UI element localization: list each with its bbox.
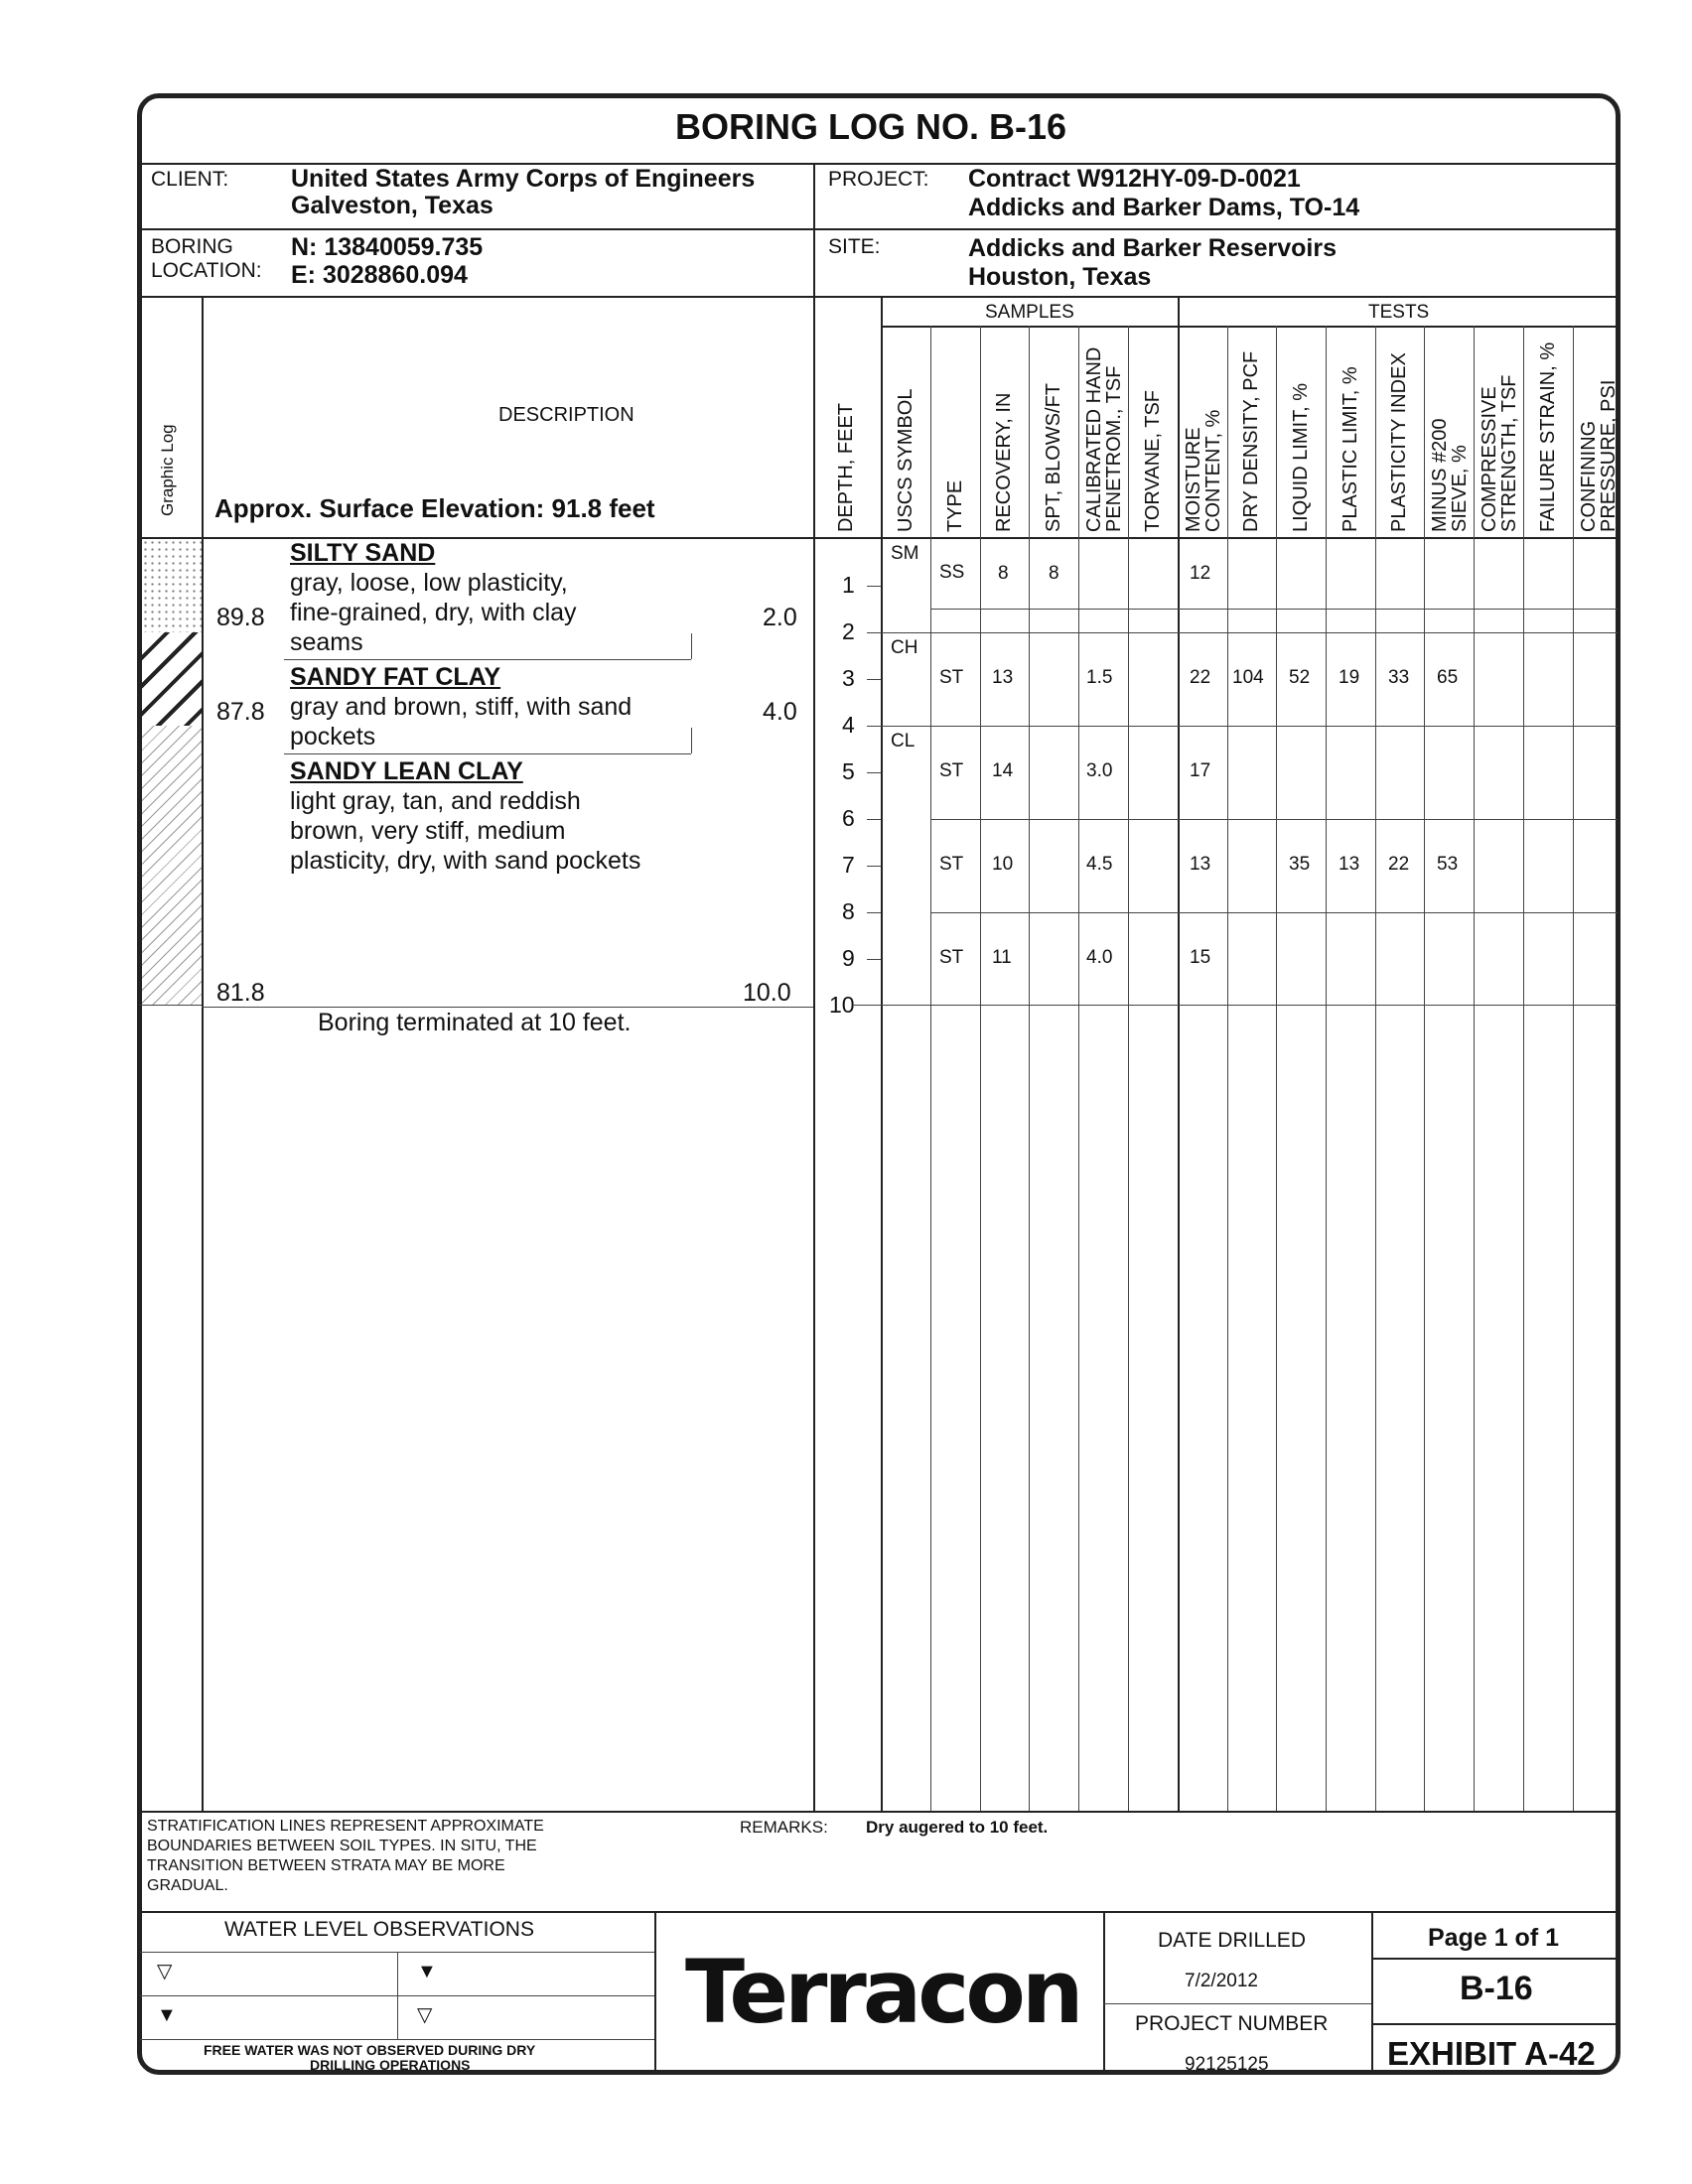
sample-2-recovery: 13	[992, 667, 1014, 688]
col-moisture-2: CONTENT, %	[1202, 409, 1224, 532]
stratum-3-name: SANDY LEAN CLAY	[290, 757, 523, 785]
graphic-log-silty-sand	[142, 539, 202, 632]
depth-tick-6: 6	[842, 805, 855, 831]
site-line2: Houston, Texas	[968, 263, 1152, 291]
client-line2: Galveston, Texas	[291, 192, 494, 219]
surface-elevation: Approx. Surface Elevation: 91.8 feet	[214, 493, 655, 523]
water-symbol-2-icon: ▼	[417, 1961, 437, 1982]
boring-location-label-2: LOCATION:	[151, 259, 262, 282]
sample-2-type: ST	[939, 667, 964, 688]
col-failure-strain: FAILURE STRAIN, %	[1537, 341, 1559, 532]
project-line1: Contract W912HY-09-D-0021	[968, 165, 1301, 193]
stratum-3-desc-2: brown, very stiff, medium	[290, 817, 566, 845]
col-plastic-limit: PLASTIC LIMIT, %	[1340, 366, 1361, 532]
water-level-title: WATER LEVEL OBSERVATIONS	[224, 1918, 534, 1941]
water-note-2: DRILLING OPERATIONS	[310, 2057, 471, 2073]
stratum-1-desc-1: gray, loose, low plasticity,	[290, 569, 568, 597]
depth-tick-3: 3	[842, 665, 855, 691]
sample-3-recovery: 14	[992, 760, 1014, 781]
sample-5-type: ST	[939, 947, 964, 968]
sample-1-moisture: 12	[1190, 563, 1211, 584]
tests-header: TESTS	[1368, 302, 1430, 323]
col-compressive-2: STRENGTH, TSF	[1498, 374, 1520, 532]
col-moisture-1: MOISTURE	[1183, 427, 1204, 532]
project-number-label: PROJECT NUMBER	[1135, 2012, 1329, 2035]
stratum-3-desc-1: light gray, tan, and reddish	[290, 787, 581, 815]
sample-2-pi: 33	[1388, 667, 1410, 688]
stratum-2-name: SANDY FAT CLAY	[290, 663, 501, 691]
termination-note: Boring terminated at 10 feet.	[318, 1009, 632, 1036]
site-line1: Addicks and Barker Reservoirs	[968, 234, 1338, 262]
col-minus200-1: MINUS #200	[1429, 418, 1451, 532]
sample-4-minus200: 53	[1437, 854, 1459, 875]
sample-1-spt: 8	[1049, 563, 1059, 584]
stratum-1-name: SILTY SAND	[290, 539, 436, 567]
stratification-note-3: TRANSITION BETWEEN STRATA MAY BE MORE	[147, 1857, 505, 1874]
depth-tick-1: 1	[842, 572, 855, 598]
stratum-3-elev: 81.8	[216, 979, 265, 1007]
water-symbol-4-icon: ▽	[417, 2004, 433, 2026]
stratum-3-desc-3: plasticity, dry, with sand pockets	[290, 847, 641, 875]
date-drilled-label: DATE DRILLED	[1158, 1929, 1306, 1952]
graphic-log-lean-clay	[142, 726, 202, 1005]
sample-4-ll: 35	[1289, 854, 1311, 875]
col-confining-2: PRESSURE, PSI	[1598, 379, 1620, 532]
sample-1-type: SS	[939, 562, 965, 583]
depth-tick-5: 5	[842, 758, 855, 784]
col-recovery: RECOVERY, IN	[993, 392, 1015, 532]
sample-1-recovery: 8	[998, 563, 1009, 584]
depth-tick-8: 8	[842, 898, 855, 924]
water-note-1: FREE WATER WAS NOT OBSERVED DURING DRY	[204, 2042, 536, 2058]
col-hand-pen-1: CALIBRATED HAND	[1083, 346, 1105, 532]
northing: N: 13840059.735	[291, 233, 484, 261]
page-title: BORING LOG NO. B-16	[675, 106, 1067, 147]
sample-2-hand-pen: 1.5	[1086, 667, 1113, 688]
col-confining-1: CONFINING	[1578, 420, 1600, 532]
sample-4-moisture: 13	[1190, 854, 1211, 875]
sample-2-minus200: 65	[1437, 667, 1459, 688]
depth-tick-2: 2	[842, 618, 855, 644]
easting: E: 3028860.094	[291, 261, 468, 289]
col-liquid-limit: LIQUID LIMIT, %	[1290, 382, 1312, 532]
col-hand-pen-2: PENETROM., TSF	[1103, 365, 1125, 532]
sample-5-recovery: 11	[992, 947, 1012, 968]
description-header: DESCRIPTION	[498, 404, 634, 426]
stratification-note-2: BOUNDARIES BETWEEN SOIL TYPES. IN SITU, THE	[147, 1838, 537, 1854]
samples-header: SAMPLES	[985, 302, 1074, 323]
graphic-log-header: Graphic Log	[158, 424, 177, 516]
stratum-2-desc-2: pockets	[290, 723, 376, 751]
boring-location-label-1: BORING	[151, 235, 233, 258]
site-label: SITE:	[828, 235, 881, 258]
sample-4-pl: 13	[1339, 854, 1360, 875]
stratum-1-depth: 2.0	[763, 604, 797, 631]
sample-3-type: ST	[939, 760, 964, 781]
stratum-2-elev: 87.8	[216, 698, 265, 726]
col-uscs-symbol: USCS SYMBOL	[895, 388, 916, 532]
sample-2-ll: 52	[1289, 667, 1311, 688]
depth-tick-9: 9	[842, 945, 855, 971]
project-number-value: 92125125	[1185, 2054, 1269, 2075]
col-plasticity-index: PLASTICITY INDEX	[1388, 352, 1410, 532]
col-type: TYPE	[944, 479, 966, 532]
sample-4-pi: 22	[1388, 854, 1410, 875]
exhibit-number: EXHIBIT A-42	[1387, 2035, 1596, 2072]
sample-5-hand-pen: 4.0	[1086, 947, 1113, 968]
col-torvane: TORVANE, TSF	[1142, 390, 1164, 532]
sample-4-type: ST	[939, 854, 964, 875]
sample-3-hand-pen: 3.0	[1086, 760, 1113, 781]
page-number: Page 1 of 1	[1428, 1924, 1559, 1952]
water-symbol-1-icon: ▽	[157, 1961, 173, 1982]
terracon-logo: Terracon	[685, 1941, 1080, 2043]
project-label: PROJECT:	[828, 168, 929, 191]
col-minus200-2: SIEVE, %	[1449, 445, 1471, 532]
depth-tick-10: 10	[829, 992, 855, 1018]
water-symbol-3-icon: ▼	[157, 2004, 177, 2026]
stratum-3-depth: 10.0	[743, 979, 791, 1007]
client-label: CLIENT:	[151, 168, 229, 191]
depth-tick-7: 7	[842, 852, 855, 878]
stratum-2-depth: 4.0	[763, 698, 797, 726]
uscs-sm: SM	[891, 543, 919, 564]
stratification-note-1: STRATIFICATION LINES REPRESENT APPROXIMATE	[147, 1818, 544, 1835]
stratum-1-desc-2: fine-grained, dry, with clay	[290, 599, 577, 626]
uscs-ch: CH	[891, 637, 918, 658]
col-spt: SPT, BLOWS/FT	[1043, 382, 1064, 532]
sample-4-recovery: 10	[992, 854, 1014, 875]
sample-4-hand-pen: 4.5	[1086, 854, 1113, 875]
stratum-1-desc-3: seams	[290, 628, 363, 656]
stratum-1-elev: 89.8	[216, 604, 265, 631]
col-compressive-1: COMPRESSIVE	[1479, 386, 1500, 532]
uscs-cl: CL	[891, 731, 916, 751]
remarks-text: Dry augered to 10 feet.	[866, 1818, 1049, 1837]
stratum-2-desc-1: gray and brown, stiff, with sand	[290, 693, 633, 721]
sample-2-moisture: 22	[1190, 667, 1211, 688]
col-dry-density: DRY DENSITY, PCF	[1240, 350, 1262, 532]
sample-2-pl: 19	[1339, 667, 1360, 688]
boring-id: B-16	[1460, 1970, 1533, 2007]
project-line2: Addicks and Barker Dams, TO-14	[968, 194, 1360, 221]
depth-tick-4: 4	[842, 712, 855, 738]
depth-header: DEPTH, FEET	[835, 402, 857, 532]
sample-3-moisture: 17	[1190, 760, 1211, 781]
graphic-log-fat-clay	[142, 632, 202, 726]
sample-2-dry-density: 104	[1232, 667, 1264, 688]
client-line1: United States Army Corps of Engineers	[291, 165, 756, 193]
sample-5-moisture: 15	[1190, 947, 1211, 968]
date-drilled-value: 7/2/2012	[1185, 1971, 1258, 1991]
remarks-label: REMARKS:	[740, 1818, 828, 1837]
stratification-note-4: GRADUAL.	[147, 1877, 228, 1894]
